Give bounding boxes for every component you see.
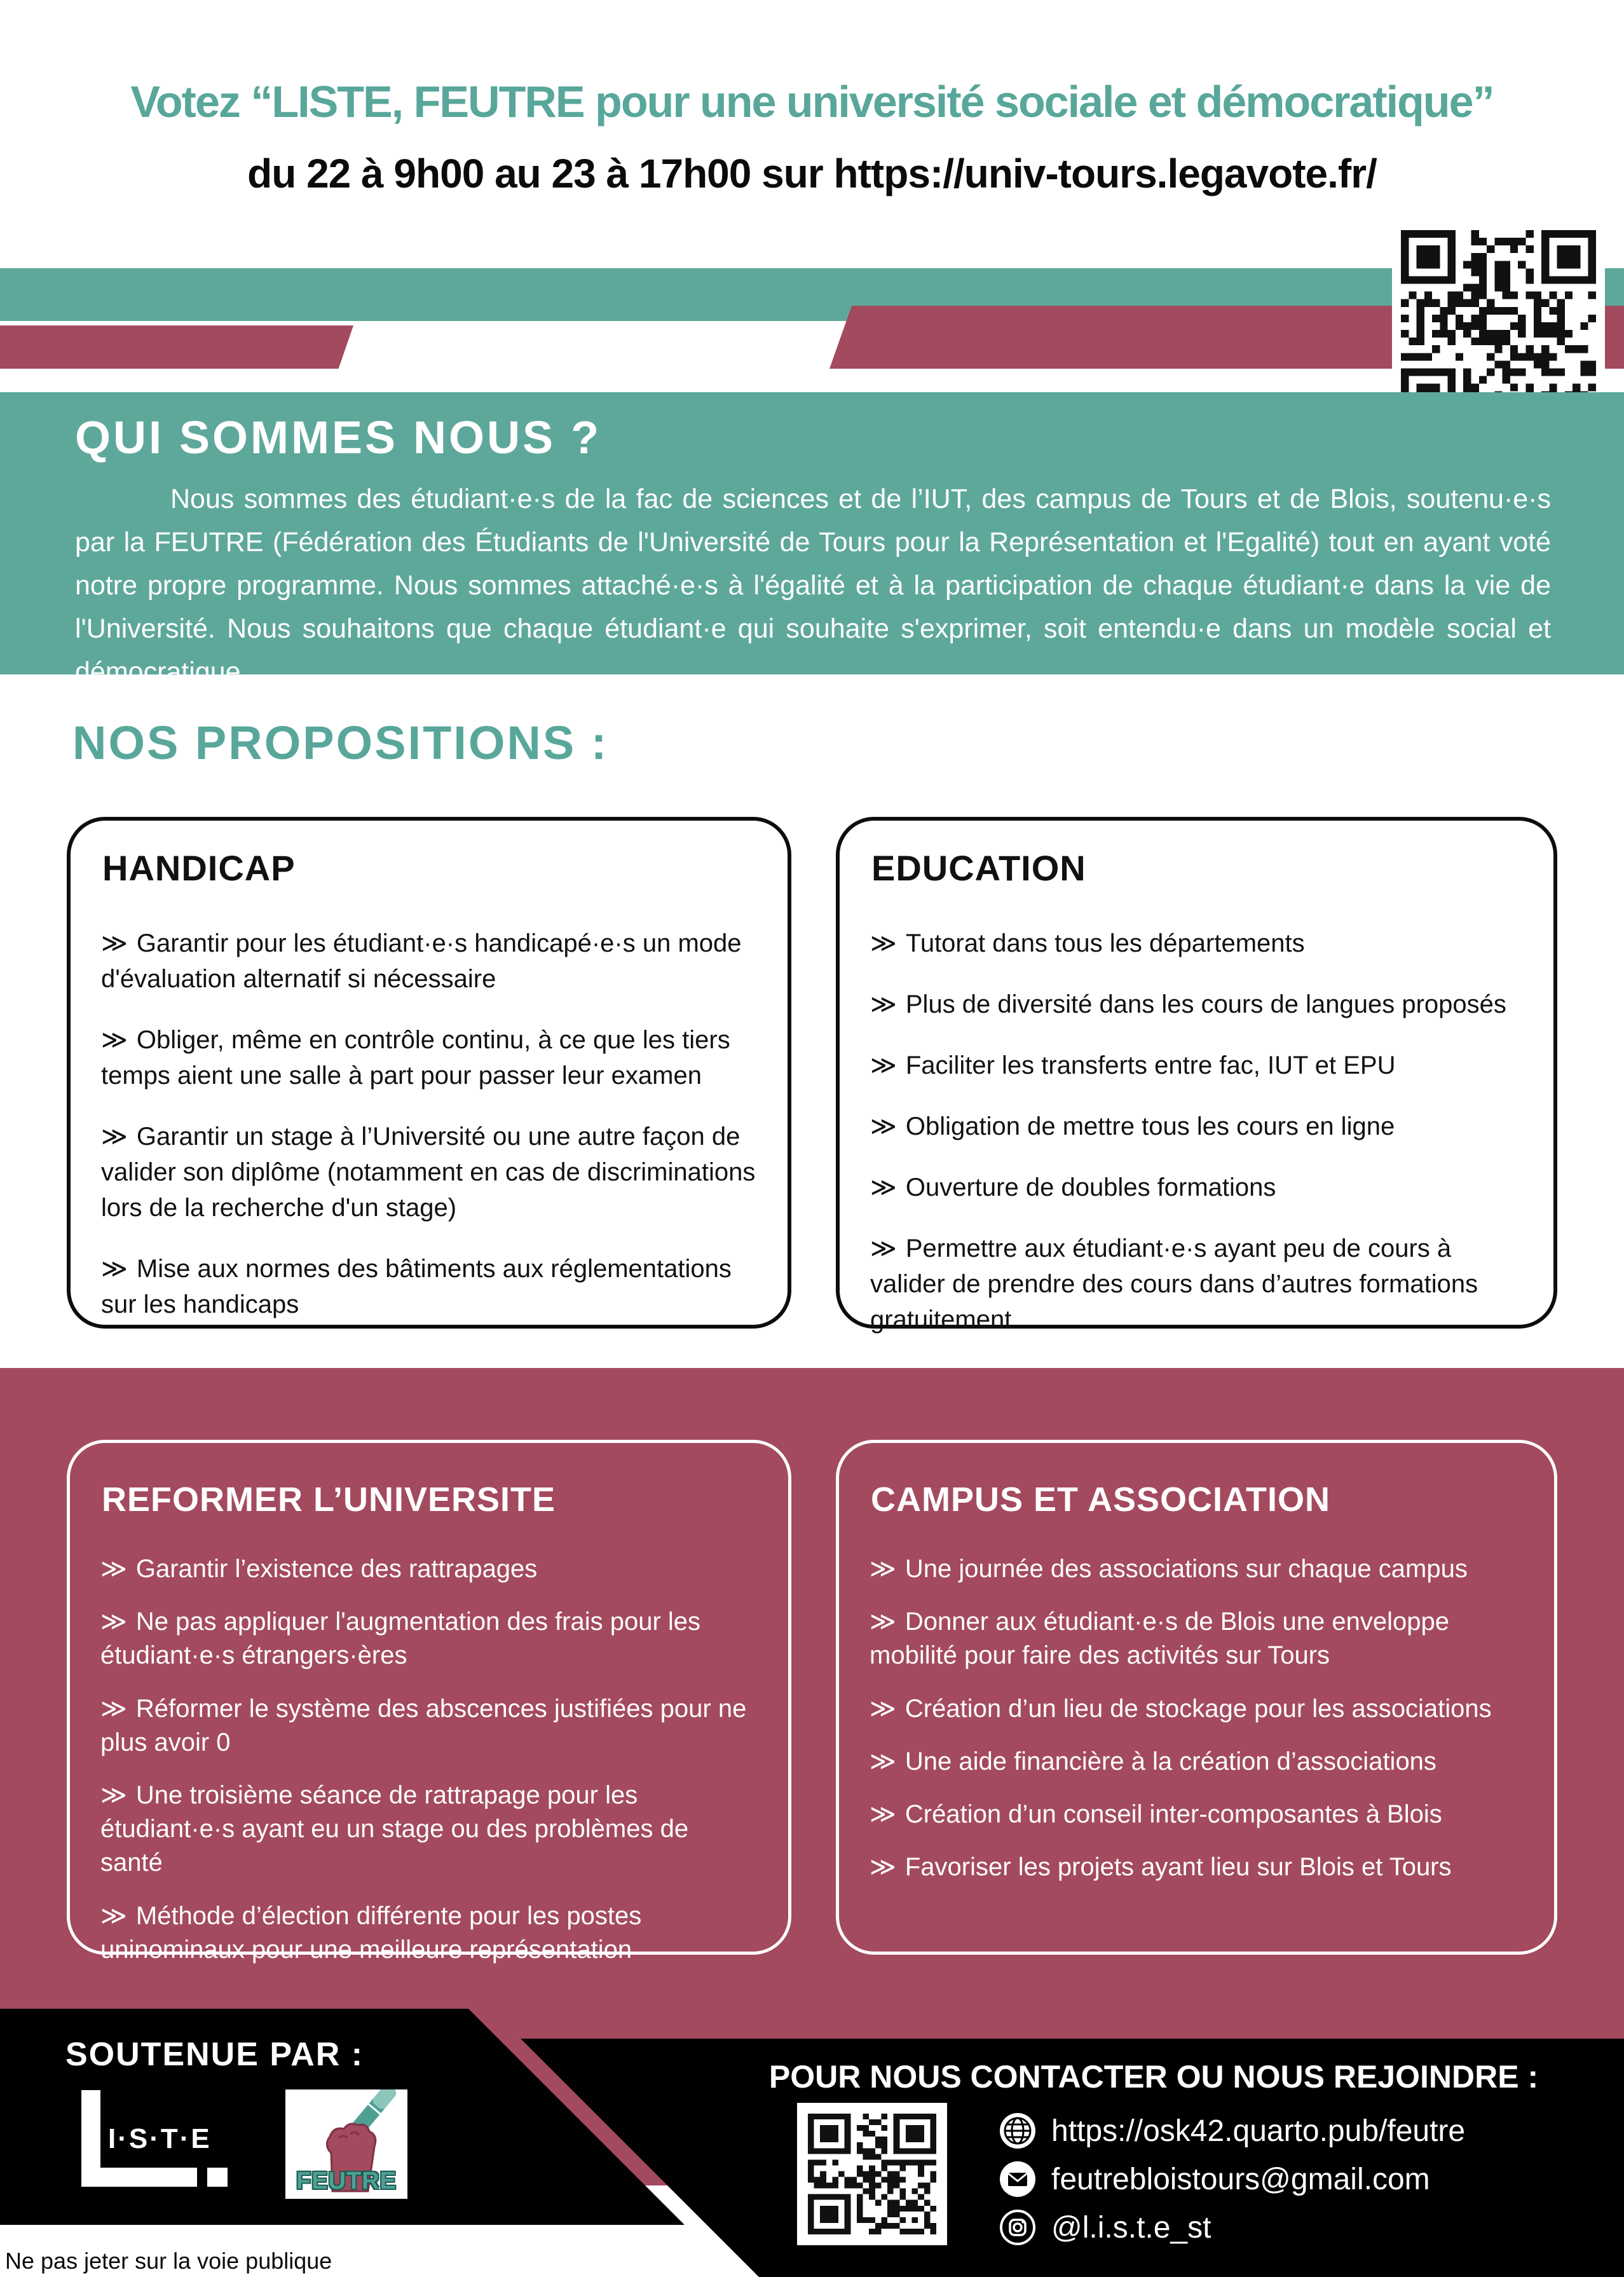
contact-instagram-link[interactable]: @l.i.s.t.e_st [1051, 2210, 1211, 2245]
proposal-item: ≫ Favoriser les projets ayant lieu sur Blois et Tours [870, 1853, 1452, 1882]
chevron-bullet-icon: ≫ [870, 1051, 897, 1079]
proposal-item: ≫ Donner aux étudiant·e·s de Blois une enveloppe mobilité pour faire des activités sur Tours [870, 1608, 1450, 1670]
proposal-item: ≫ Création d’un conseil inter-composantes à Blois [870, 1800, 1442, 1828]
chevron-bullet-icon: ≫ [870, 1608, 896, 1636]
instagram-icon [999, 2209, 1036, 2246]
liste-logo [71, 2090, 243, 2195]
proposal-item: ≫ Obligation de mettre tous les cours en ligne [870, 1112, 1395, 1140]
proposal-item: ≫ Garantir un stage à l’Université ou une autre façon de valider son diplôme (notamment en cas de discriminations lors de la recherche d'un stage) [101, 1123, 756, 1222]
proposal-item: ≫ Obliger, même en contrôle continu, à ce que les tiers temps aient une salle à part pour passer leur examen [101, 1026, 730, 1090]
proposal-item: ≫ Réformer le système des abscences justifiées pour ne plus avoir 0 [100, 1694, 747, 1756]
propositions-heading: NOS PROPOSITIONS : [72, 716, 609, 769]
vote-dates-subtitle: du 22 à 9h00 au 23 à 17h00 sur https://univ-tours.legavote.fr/ [247, 151, 1377, 196]
chevron-bullet-icon: ≫ [870, 929, 897, 957]
contact-list [999, 2107, 1465, 2252]
chevron-bullet-icon: ≫ [100, 1555, 127, 1583]
proposal-item: ≫ Création d’un lieu de stockage pour les associations [870, 1694, 1492, 1723]
card-campus-list [839, 1552, 1554, 1884]
chevron-bullet-icon: ≫ [101, 1123, 128, 1151]
chevron-bullet-icon: ≫ [100, 1901, 127, 1930]
contact-heading: POUR NOUS CONTACTER OU NOUS REJOINDRE : [768, 2059, 1539, 2095]
card-campus-title: CAMPUS ET ASSOCIATION [871, 1480, 1331, 1519]
card-education-list [840, 926, 1553, 1337]
card-campus-association [836, 1440, 1557, 1955]
qui-sommes-nous-body: Nous sommes des étudiant·e·s de la fac de sciences et de l’IUT, des campus de Tours et de Blois, soutenu·e·s par la FEUTRE (Fédération des Étudiants de l'Université de Tours pour la Représentation et l'Egalité) tout en ayant voté notre propre programme. Nous sommes attaché·e·s à l'égalité et à la participation de chaque étudiant·e dans la vie de l'Université. Nous souhaitons que chaque étudiant·e qui souhaite s'exprimer, soit entendu·e dans un modèle social et démocratique. [75, 484, 1551, 687]
chevron-bullet-icon: ≫ [870, 1234, 897, 1262]
chevron-bullet-icon: ≫ [100, 1694, 127, 1723]
card-education-title: EDUCATION [871, 848, 1086, 888]
liste-logo-dot [207, 2168, 228, 2187]
qr-code-contact [797, 2103, 947, 2245]
proposal-item: ≫ Plus de diversité dans les cours de langues proposés [870, 990, 1506, 1018]
card-handicap-list [71, 926, 788, 1322]
chevron-bullet-icon: ≫ [870, 1747, 896, 1775]
feutre-logo-text: FEUTRE [296, 2168, 397, 2194]
globe-icon [999, 2112, 1036, 2149]
proposal-item: ≫ Permettre aux étudiant·e·s ayant peu de cours à valider de prendre des cours dans d’autres formations gratuitement [870, 1234, 1478, 1334]
proposal-item: ≫ Garantir l’existence des rattrapages [100, 1555, 538, 1583]
chevron-bullet-icon: ≫ [101, 1255, 128, 1283]
proposal-item: ≫ Garantir pour les étudiant·e·s handicapé·e·s un mode d'évaluation alternatif si nécessaire [101, 929, 742, 993]
proposal-item: ≫ Méthode d’élection différente pour les postes uninominaux pour une meilleure représentation [100, 1901, 642, 1964]
contact-row-website [999, 2107, 1465, 2155]
proposal-item: ≫ Ne pas appliquer l'augmentation des frais pour les étudiant·e·s étrangers·ères [100, 1608, 701, 1670]
proposal-item: ≫ Une journée des associations sur chaque campus [870, 1555, 1468, 1583]
qui-sommes-nous-heading: QUI SOMMES NOUS ? [75, 413, 602, 463]
contact-website-link[interactable]: https://osk42.quarto.pub/feutre [1051, 2114, 1466, 2148]
disclaimer-text: Ne pas jeter sur la voie publique [5, 2248, 332, 2274]
chevron-bullet-icon: ≫ [101, 1026, 128, 1054]
contact-email-link[interactable]: feutrebloistours@gmail.com [1051, 2162, 1430, 2196]
qr-code-contact-grid [808, 2114, 936, 2234]
card-handicap-title: HANDICAP [102, 848, 296, 888]
contact-row-email [999, 2155, 1465, 2203]
liste-logo-bar [81, 2168, 197, 2187]
card-education [836, 817, 1557, 1334]
chevron-bullet-icon: ≫ [870, 990, 897, 1018]
chevron-bullet-icon: ≫ [101, 929, 128, 957]
card-reformer-universite [67, 1440, 791, 1964]
chevron-bullet-icon: ≫ [870, 1555, 896, 1583]
page-title: Votez “LISTE, FEUTRE pour une université sociale et démocratique” [130, 77, 1494, 126]
chevron-bullet-icon: ≫ [870, 1800, 896, 1828]
email-icon [999, 2161, 1036, 2198]
liste-logo-text: I·S·T·E [108, 2123, 212, 2154]
card-handicap [67, 817, 791, 1329]
proposal-item: ≫ Tutorat dans tous les départements [870, 929, 1305, 957]
contact-row-instagram [999, 2203, 1465, 2252]
chevron-bullet-icon: ≫ [100, 1608, 127, 1636]
proposal-item: ≫ Mise aux normes des bâtiments aux réglementations sur les handicaps [101, 1255, 732, 1318]
chevron-bullet-icon: ≫ [870, 1853, 896, 1882]
feutre-logo [285, 2089, 407, 2199]
proposal-item: ≫ Une troisième séance de rattrapage pour les étudiant·e·s ayant eu un stage ou des problèmes de santé [100, 1781, 689, 1877]
chevron-bullet-icon: ≫ [100, 1781, 127, 1809]
supported-by-heading: SOUTENUE PAR : [65, 2036, 364, 2073]
proposal-item: ≫ Ouverture de doubles formations [870, 1173, 1276, 1201]
chevron-bullet-icon: ≫ [870, 1694, 896, 1723]
chevron-bullet-icon: ≫ [870, 1173, 897, 1201]
card-reformer-list [70, 1552, 788, 1967]
chevron-bullet-icon: ≫ [870, 1112, 897, 1140]
card-reformer-title: REFORMER L’UNIVERSITE [102, 1480, 556, 1519]
maroon-stripe-left [0, 325, 353, 369]
proposal-item: ≫ Une aide financière à la création d’associations [870, 1747, 1436, 1775]
proposal-item: ≫ Faciliter les transferts entre fac, IUT et EPU [870, 1051, 1396, 1079]
